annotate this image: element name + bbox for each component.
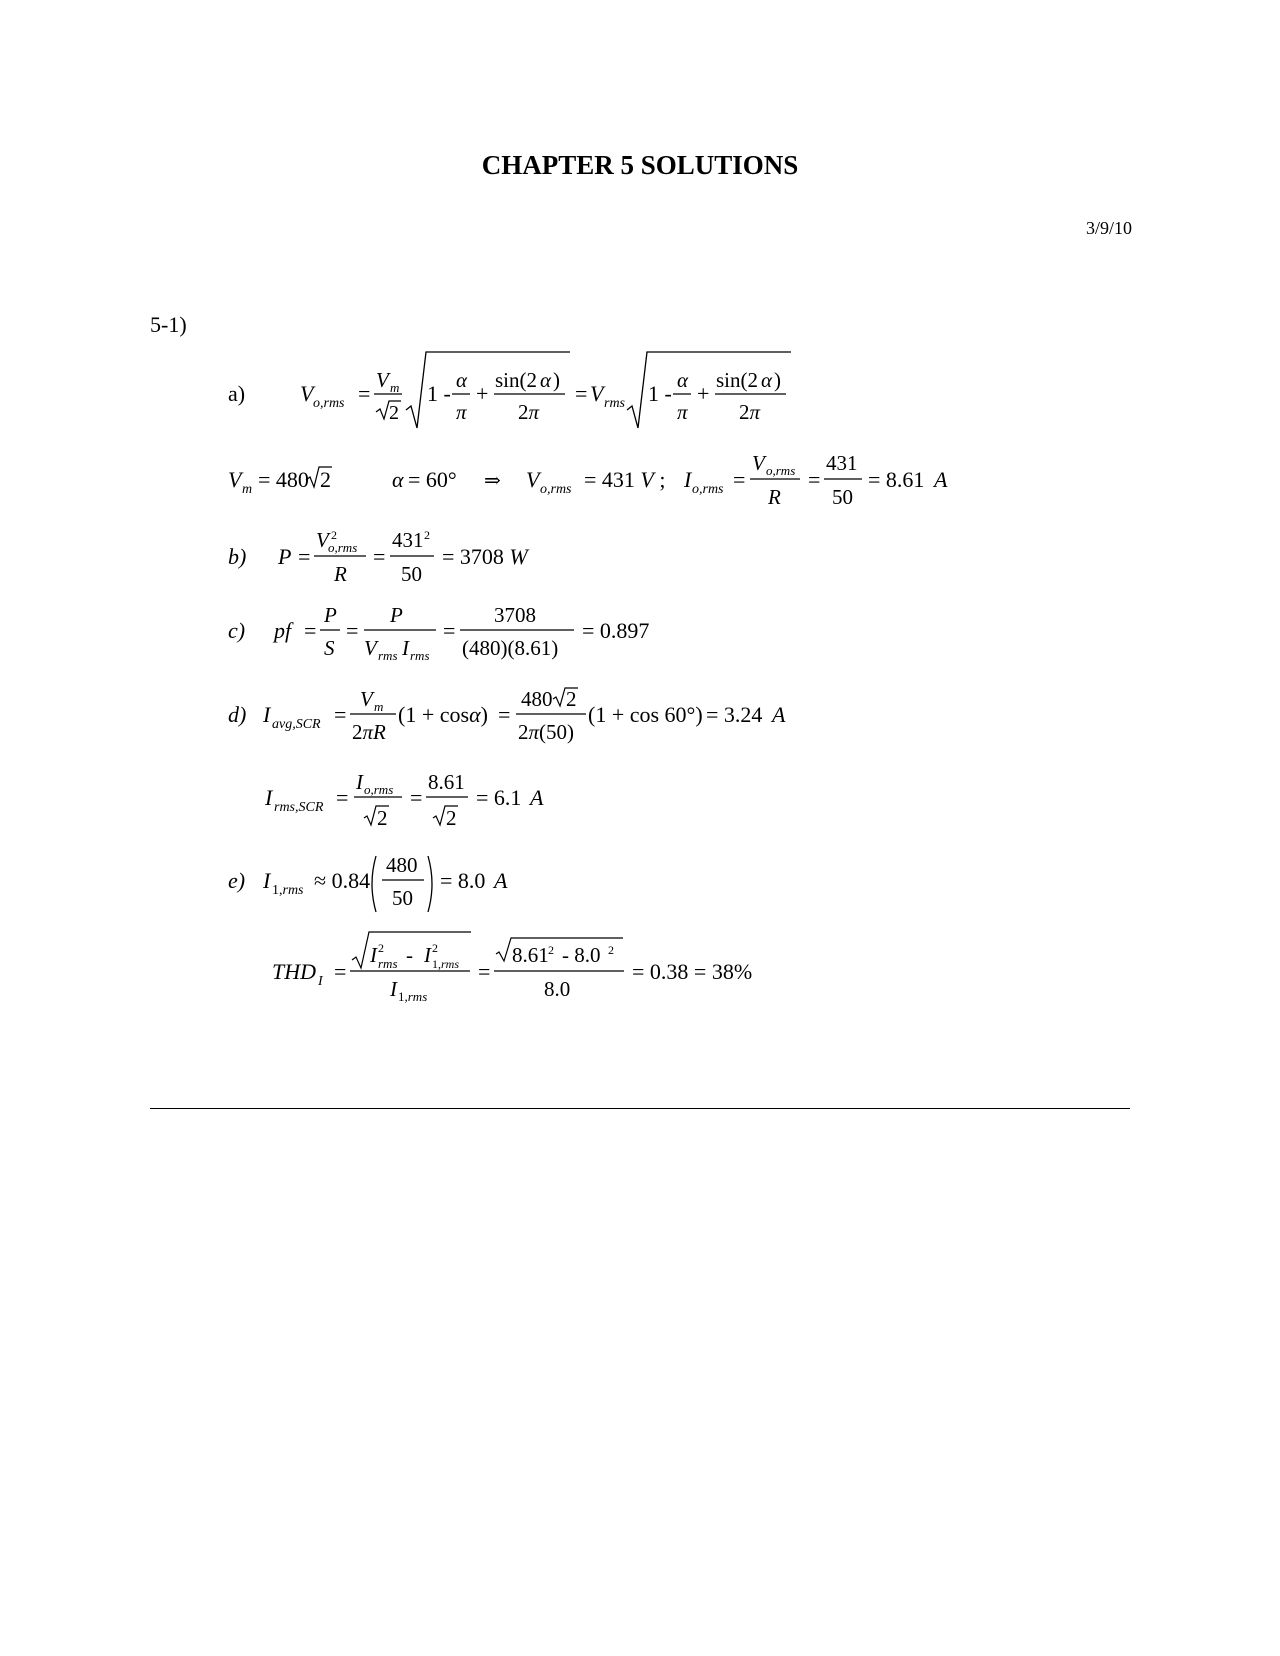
svg-text:2π: 2π bbox=[518, 400, 540, 424]
equation-part-e bbox=[0, 848, 1280, 923]
svg-text:=: = bbox=[443, 618, 456, 643]
equation-part-b bbox=[0, 525, 1280, 595]
svg-text:I: I bbox=[390, 977, 397, 1001]
svg-text:2πR: 2πR bbox=[352, 720, 386, 744]
problem-number: 5-1) bbox=[150, 312, 187, 337]
svg-text:= 0.38 = 38%: = 0.38 = 38% bbox=[632, 959, 753, 984]
svg-text:50: 50 bbox=[832, 485, 853, 509]
svg-text:A: A bbox=[934, 467, 948, 492]
svg-text:I: I bbox=[356, 770, 363, 794]
svg-text:I: I bbox=[263, 868, 271, 893]
svg-text:=: = bbox=[358, 381, 371, 406]
svg-text:2: 2 bbox=[389, 402, 399, 424]
svg-text:): ) bbox=[774, 368, 781, 392]
part-d-label: d) bbox=[228, 702, 247, 727]
svg-text:=: = bbox=[334, 702, 347, 727]
svg-text:1 -: 1 - bbox=[648, 381, 672, 406]
svg-text:m: m bbox=[374, 699, 384, 714]
svg-text:(480)(8.61): (480)(8.61) bbox=[462, 636, 559, 660]
svg-text:2: 2 bbox=[432, 941, 438, 955]
svg-text:2: 2 bbox=[378, 941, 384, 955]
svg-text:2π: 2π bbox=[739, 400, 761, 424]
svg-text:= 8.0: = 8.0 bbox=[440, 868, 486, 893]
svg-text:S: S bbox=[324, 636, 335, 660]
svg-text:avg,SCR: avg,SCR bbox=[272, 717, 321, 732]
svg-text:I: I bbox=[684, 467, 692, 492]
svg-text:= 6.1: = 6.1 bbox=[476, 785, 522, 810]
svg-text:o,rms: o,rms bbox=[328, 540, 358, 555]
svg-text:α: α bbox=[677, 368, 689, 392]
svg-text:=: = bbox=[334, 959, 347, 984]
svg-text:m: m bbox=[390, 380, 400, 395]
svg-text:8.61: 8.61 bbox=[428, 770, 465, 794]
svg-text:1 -: 1 - bbox=[427, 381, 451, 406]
svg-text:o,rms: o,rms bbox=[540, 482, 572, 497]
svg-text:sin(2: sin(2 bbox=[716, 368, 758, 392]
svg-text:= 480: = 480 bbox=[258, 467, 309, 492]
svg-text:431: 431 bbox=[392, 528, 424, 552]
svg-text:50: 50 bbox=[392, 886, 413, 910]
svg-text:= 3.24: = 3.24 bbox=[706, 702, 763, 727]
svg-text:m: m bbox=[242, 482, 253, 497]
equation-part-c bbox=[0, 600, 1280, 670]
svg-text:3708: 3708 bbox=[494, 603, 536, 627]
part-b-label: b) bbox=[228, 544, 247, 569]
svg-text:V: V bbox=[300, 381, 314, 406]
svg-text:= 8.61: = 8.61 bbox=[868, 467, 925, 492]
svg-text:= 431 V ;: = 431 V ; bbox=[584, 467, 666, 492]
svg-text:2π(50): 2π(50) bbox=[518, 720, 575, 744]
svg-text:V: V bbox=[360, 687, 373, 711]
svg-text:o,rms: o,rms bbox=[766, 463, 796, 478]
svg-text:1,rms: 1,rms bbox=[398, 989, 428, 1004]
svg-text:2: 2 bbox=[548, 943, 554, 957]
svg-text:= 60°: = 60° bbox=[408, 467, 457, 492]
svg-text:8.0: 8.0 bbox=[544, 977, 571, 1001]
svg-text:2: 2 bbox=[446, 806, 457, 830]
svg-text:=: = bbox=[498, 702, 511, 727]
part-c-label: c) bbox=[228, 618, 246, 643]
svg-text:P: P bbox=[278, 544, 292, 569]
svg-text:V: V bbox=[228, 467, 242, 492]
svg-text:480: 480 bbox=[386, 853, 418, 877]
equation-irms-scr bbox=[0, 765, 1280, 840]
svg-text:A: A bbox=[494, 868, 508, 893]
svg-text:2: 2 bbox=[424, 528, 430, 542]
svg-text:rms: rms bbox=[378, 956, 398, 971]
svg-text:⇒: ⇒ bbox=[484, 470, 501, 492]
svg-text:R: R bbox=[334, 562, 347, 586]
svg-text:2: 2 bbox=[331, 528, 337, 542]
svg-text:=: = bbox=[346, 618, 359, 643]
svg-text:rms: rms bbox=[378, 648, 398, 663]
svg-text:=: = bbox=[733, 467, 746, 492]
svg-text:pf: pf bbox=[274, 618, 292, 643]
svg-text:-: - bbox=[406, 943, 413, 967]
svg-text:I: I bbox=[265, 785, 273, 810]
svg-text:): ) bbox=[553, 368, 560, 392]
svg-text:=: = bbox=[575, 381, 588, 406]
equation-part-a bbox=[0, 350, 1280, 440]
svg-text:A: A bbox=[530, 785, 544, 810]
svg-text:480: 480 bbox=[521, 687, 553, 711]
equation-thd bbox=[0, 930, 1280, 1010]
svg-text:rms: rms bbox=[410, 648, 430, 663]
svg-text:2: 2 bbox=[377, 806, 388, 830]
svg-text:2: 2 bbox=[320, 467, 331, 492]
svg-text:(1 + cos 60°): (1 + cos 60°) bbox=[588, 702, 703, 727]
svg-text:+: + bbox=[697, 381, 710, 406]
page-title: CHAPTER 5 SOLUTIONS bbox=[481, 150, 799, 180]
svg-text:sin(2: sin(2 bbox=[495, 368, 537, 392]
part-e-label: e) bbox=[228, 868, 246, 893]
svg-text:=: = bbox=[336, 785, 349, 810]
equation-vm-line bbox=[0, 448, 1280, 518]
svg-text:P: P bbox=[324, 603, 337, 627]
section-divider bbox=[150, 1108, 1130, 1109]
svg-text:= 3708 W: = 3708 W bbox=[442, 544, 528, 569]
svg-text:2: 2 bbox=[566, 687, 577, 711]
svg-text:α: α bbox=[540, 368, 552, 392]
svg-text:V: V bbox=[752, 451, 765, 475]
svg-text:=: = bbox=[808, 467, 821, 492]
svg-text:α: α bbox=[761, 368, 773, 392]
part-a-label: a) bbox=[228, 381, 246, 406]
equation-part-d bbox=[0, 682, 1280, 752]
svg-text:1,rms: 1,rms bbox=[272, 883, 304, 898]
svg-text:≈ 0.84: ≈ 0.84 bbox=[314, 868, 371, 893]
svg-text:=: = bbox=[304, 618, 317, 643]
date-stamp: 3/9/10 bbox=[1085, 218, 1132, 238]
svg-text:2: 2 bbox=[608, 943, 614, 957]
svg-text:1,rms: 1,rms bbox=[432, 957, 460, 971]
svg-text:=: = bbox=[478, 959, 491, 984]
svg-text:(1 + cosα): (1 + cosα) bbox=[398, 702, 488, 727]
svg-text:rms: rms bbox=[604, 396, 626, 411]
svg-text:8.61: 8.61 bbox=[512, 943, 549, 967]
svg-text:P: P bbox=[390, 603, 403, 627]
svg-text:R: R bbox=[768, 485, 781, 509]
svg-text:V: V bbox=[376, 368, 389, 392]
svg-text:α: α bbox=[456, 368, 468, 392]
svg-text:A: A bbox=[772, 702, 786, 727]
svg-text:o,rms: o,rms bbox=[692, 482, 724, 497]
svg-text:V: V bbox=[590, 381, 604, 406]
svg-text:o,rms: o,rms bbox=[364, 782, 394, 797]
svg-text:α: α bbox=[392, 467, 404, 492]
svg-text:I: I bbox=[424, 943, 431, 967]
svg-text:=: = bbox=[410, 785, 423, 810]
svg-text:V: V bbox=[364, 636, 377, 660]
svg-text:431: 431 bbox=[826, 451, 858, 475]
svg-text:V: V bbox=[316, 528, 329, 552]
svg-text:rms,SCR: rms,SCR bbox=[274, 800, 324, 815]
svg-text:- 8.0: - 8.0 bbox=[562, 943, 601, 967]
svg-text:50: 50 bbox=[401, 562, 422, 586]
svg-text:=: = bbox=[373, 544, 386, 569]
svg-text:I: I bbox=[263, 702, 271, 727]
svg-text:+: + bbox=[476, 381, 489, 406]
svg-text:o,rms: o,rms bbox=[313, 396, 345, 411]
svg-text:V: V bbox=[526, 467, 540, 492]
svg-text:=: = bbox=[298, 544, 311, 569]
svg-text:π: π bbox=[456, 400, 467, 424]
svg-text:I: I bbox=[402, 636, 409, 660]
svg-text:π: π bbox=[677, 400, 688, 424]
svg-text:I: I bbox=[370, 943, 377, 967]
svg-text:= 0.897: = 0.897 bbox=[582, 618, 650, 643]
svg-text:THD: THD bbox=[272, 959, 317, 984]
svg-text:I: I bbox=[318, 974, 323, 989]
